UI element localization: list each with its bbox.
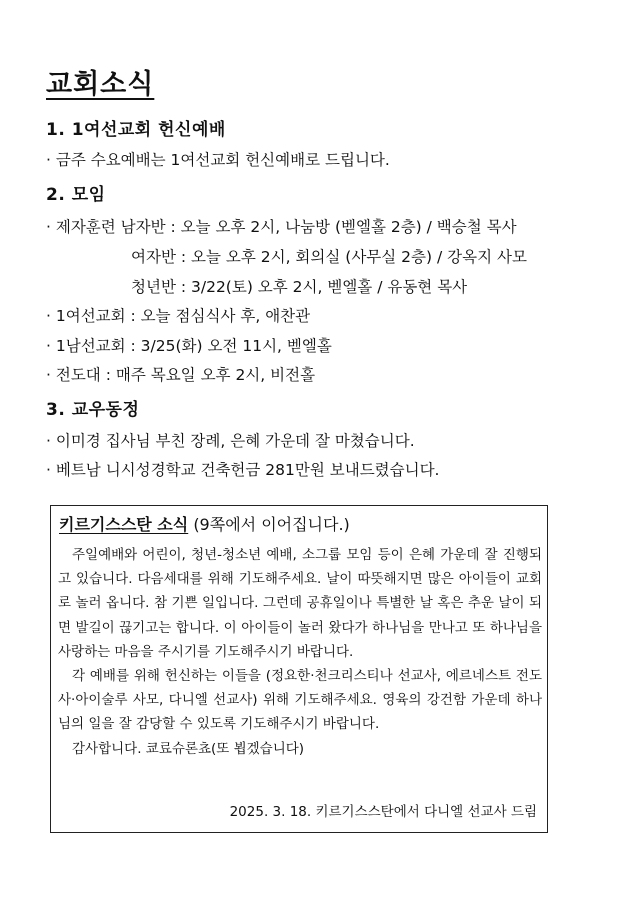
box-paragraph-1: 주일예배와 어린이, 청년-청소년 예배, 소그룹 모임 등이 은혜 가운데 잘 진행되고 있습니다. 다음세대를 위해 기도해주세요. 날이 따뜻해지면 많은 아이들이 교회로 놀러 옵니다. 참 기쁜 일입니다. 그런데 공휴일이나 특별한 날 혹은 추운 날이 되면 발길이 끊기고는 합니다. 이 아이들이 놀러 왔다가 하나님을 만나고 또 하나님을 사랑하는 마음을 주시기를 기도해주시기 바랍니다. — [58, 547, 542, 660]
section-heading-2: 2. 모임 — [46, 185, 106, 205]
section-3-line-2: · 베트남 니시성경학교 건축헌금 281만원 보내드렸습니다. — [46, 461, 440, 479]
section-heading-3: 3. 교우동정 — [46, 400, 140, 420]
section-2-line-2: 여자반 : 오늘 오후 2시, 회의실 (사무실 2층) / 강옥지 사모 — [131, 248, 527, 266]
box-heading-title: 키르기스스탄 소식 — [59, 515, 189, 534]
section-2-line-3: 청년반 : 3/22(토) 오후 2시, 벧엘홀 / 유동현 목사 — [131, 278, 468, 296]
kyrgyzstan-news-box — [50, 505, 548, 833]
section-2-line-4: · 1여선교회 : 오늘 점심식사 후, 애찬관 — [46, 307, 311, 325]
section-1-line-1: · 금주 수요예배는 1여선교회 헌신예배로 드립니다. — [46, 151, 390, 169]
section-2-line-1: · 제자훈련 남자반 : 오늘 오후 2시, 나눔방 (벧엘홀 2층) / 백승철 목사 — [46, 218, 517, 236]
section-heading-1: 1. 1여선교회 헌신예배 — [46, 120, 226, 140]
box-paragraph-3: 감사합니다. 쿄료슈론쵸(또 뵙겠습니다) — [72, 740, 305, 757]
section-2-line-6: · 전도대 : 매주 목요일 오후 2시, 비전홀 — [46, 366, 316, 384]
box-signature: 2025. 3. 18. 키르기스스탄에서 다니엘 선교사 드림 — [229, 804, 537, 820]
section-2-line-5: · 1남선교회 : 3/25(화) 오전 11시, 벧엘홀 — [46, 337, 332, 355]
box-heading-note: (9쪽에서 이어집니다.) — [193, 515, 350, 534]
box-paragraph-2: 각 예배를 위해 헌신하는 이들을 (정요한·천크리스티나 선교사, 에르네스트 전도사·아이술루 사모, 다니엘 선교사) 위해 기도해주세요. 영육의 강건함 가운데 하나님의 일을 잘 감당할 수 있도록 기도해주시기 바랍니다. — [58, 668, 542, 733]
box-body — [58, 543, 542, 761]
page-title: 교회소식 — [46, 69, 155, 100]
box-heading — [59, 514, 350, 536]
section-3-line-1: · 이미경 집사님 부친 장례, 은혜 가운데 잘 마쳤습니다. — [46, 432, 415, 450]
